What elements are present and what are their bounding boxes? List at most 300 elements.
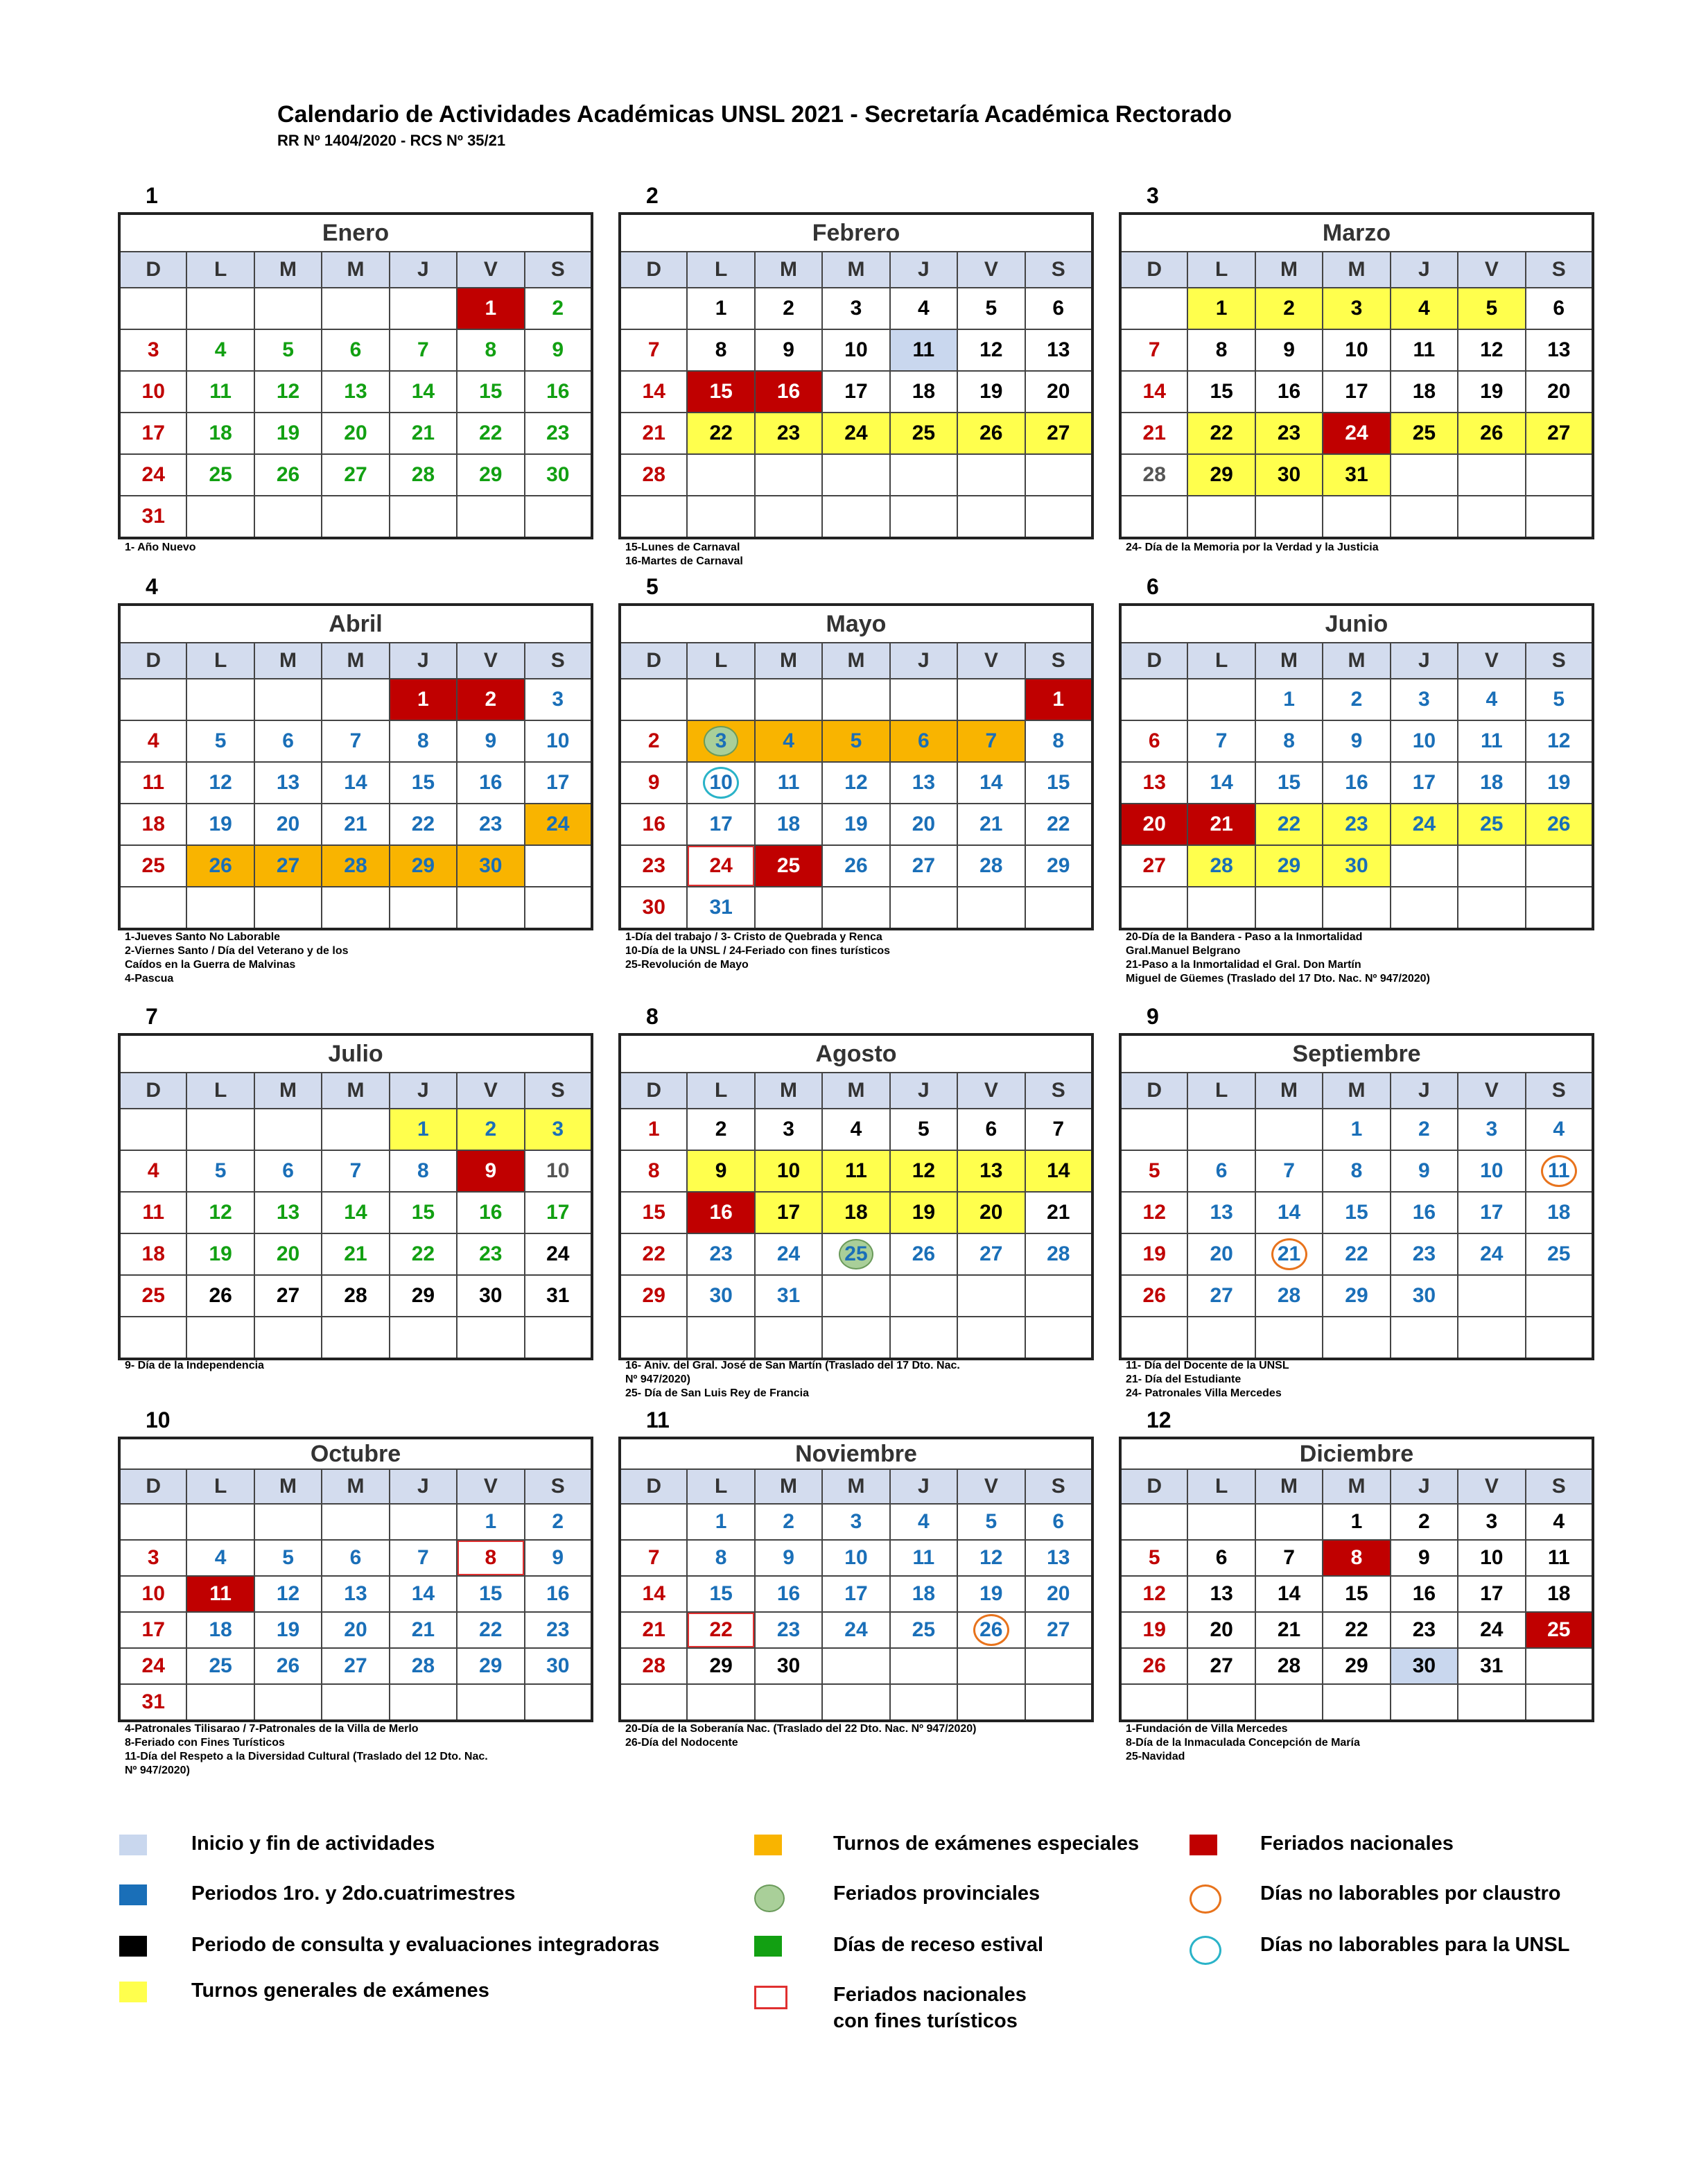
day-cell: [390, 845, 457, 887]
month-number: 2: [646, 183, 659, 208]
day-cell: [390, 804, 457, 845]
day-cell: [186, 1612, 254, 1648]
day-cell: [119, 496, 186, 538]
day-number: 8: [1283, 729, 1295, 752]
day-cell: [822, 845, 889, 887]
weekday-header: J: [390, 1073, 457, 1109]
day-cell: [1255, 1150, 1323, 1192]
day-number: 16: [546, 380, 570, 403]
day-cell: [822, 1192, 889, 1233]
day-cell: [525, 371, 592, 413]
note-line: 21- Día del Estudiante: [1126, 1373, 1242, 1385]
day-number: 4: [214, 338, 227, 361]
day-number: 20: [912, 813, 936, 835]
day-cell: [390, 1612, 457, 1648]
day-number: 11: [1547, 1546, 1570, 1569]
day-cell: [254, 1150, 322, 1192]
day-cell: [1255, 1540, 1323, 1576]
empty-cell: [254, 887, 322, 929]
month-calendar-enero: [118, 212, 593, 539]
day-cell: [457, 371, 524, 413]
weekday-header: L: [186, 1073, 254, 1109]
day-cell: [890, 413, 957, 454]
day-cell: [1458, 1540, 1525, 1576]
day-number: 5: [850, 729, 862, 752]
day-number: 19: [844, 813, 868, 835]
day-number: 9: [1350, 729, 1363, 752]
day-number: 23: [709, 1242, 733, 1265]
empty-cell: [186, 288, 254, 329]
day-cell: [390, 1109, 457, 1150]
empty-cell: [1458, 1275, 1525, 1317]
day-number: 14: [1277, 1582, 1301, 1605]
weekday-header: S: [1025, 252, 1092, 288]
day-cell: [390, 720, 457, 762]
day-number: 26: [979, 422, 1003, 444]
day-number: 1: [1215, 297, 1228, 320]
day-cell: [1458, 1109, 1525, 1150]
day-cell: [620, 1150, 687, 1192]
day-number: 8: [417, 729, 429, 752]
month-name: Agosto: [620, 1034, 1092, 1073]
day-number: 23: [776, 1618, 801, 1641]
day-number: 6: [985, 1118, 998, 1141]
weekday-header: S: [1526, 1073, 1593, 1109]
day-number: 9: [1283, 338, 1295, 361]
day-cell: [1323, 288, 1390, 329]
day-number: 2: [783, 1510, 794, 1533]
day-cell: [620, 1612, 687, 1648]
day-number: 15: [411, 771, 435, 794]
day-number: 11: [209, 1582, 232, 1605]
day-cell: [1458, 1648, 1525, 1684]
day-number: 27: [276, 854, 300, 877]
month-number: 12: [1147, 1407, 1171, 1432]
day-cell: [755, 1540, 822, 1576]
note-line: 21-Paso a la Inmortalidad el Gral. Don Martín: [1126, 959, 1361, 971]
day-cell: [1025, 1540, 1092, 1576]
empty-cell: [620, 496, 687, 538]
empty-cell: [1120, 1684, 1187, 1721]
empty-cell: [1391, 1684, 1458, 1721]
day-cell: [1391, 1275, 1458, 1317]
empty-cell: [186, 887, 254, 929]
day-number: 5: [985, 297, 998, 320]
day-number: 5: [1148, 1159, 1160, 1182]
day-number: 3: [552, 1118, 564, 1141]
empty-cell: [186, 1504, 254, 1540]
empty-cell: [620, 288, 687, 329]
day-number: 10: [546, 729, 570, 752]
day-number: 7: [985, 729, 998, 752]
day-number: 21: [642, 422, 665, 444]
weekday-header: M: [1323, 252, 1390, 288]
day-number: 11: [777, 771, 800, 794]
day-cell: [620, 371, 687, 413]
empty-cell: [687, 679, 754, 720]
day-cell: [1391, 1233, 1458, 1275]
empty-cell: [1526, 1275, 1593, 1317]
day-cell: [957, 720, 1025, 762]
weekday-header: M: [1323, 643, 1390, 679]
day-cell: [687, 1233, 754, 1275]
day-number: 16: [1277, 380, 1301, 403]
weekday-header: S: [1025, 1073, 1092, 1109]
day-cell: [1526, 1612, 1593, 1648]
day-cell: [687, 329, 754, 371]
day-cell: [620, 1576, 687, 1612]
day-number: 26: [844, 854, 868, 877]
day-number: 25: [912, 1618, 936, 1641]
empty-cell: [322, 1317, 389, 1359]
legend-label: Periodos 1ro. y 2do.cuatrimestres: [191, 1882, 516, 1905]
weekday-header: J: [1391, 643, 1458, 679]
day-cell: [1255, 1648, 1323, 1684]
empty-cell: [1458, 496, 1525, 538]
day-number: 28: [344, 1284, 367, 1307]
note-line: 25- Día de San Luis Rey de Francia: [625, 1387, 809, 1399]
day-cell: [687, 1109, 754, 1150]
day-number: 15: [479, 1582, 503, 1605]
weekday-header: L: [1187, 1469, 1255, 1504]
day-cell: [687, 1540, 754, 1576]
day-cell: [1526, 1540, 1593, 1576]
day-number: 7: [417, 1546, 429, 1569]
day-cell: [525, 288, 592, 329]
day-number: 19: [209, 1242, 232, 1265]
day-cell: [755, 1504, 822, 1540]
legend-swatch-orange-circle: [1190, 1884, 1221, 1914]
day-number: 15: [1345, 1582, 1368, 1605]
day-cell: [755, 1109, 822, 1150]
day-number: 3: [704, 726, 738, 756]
day-cell: [457, 720, 524, 762]
day-number: 17: [709, 813, 733, 835]
day-number: 15: [1047, 771, 1070, 794]
day-number: 14: [344, 1201, 367, 1224]
day-cell: [1323, 454, 1390, 496]
day-number: 4: [1418, 297, 1430, 320]
day-cell: [1391, 762, 1458, 804]
day-cell: [687, 1612, 754, 1648]
weekday-header: M: [322, 643, 389, 679]
day-cell: [687, 413, 754, 454]
day-cell: [254, 1612, 322, 1648]
day-number: 10: [1345, 338, 1368, 361]
day-cell: [890, 1612, 957, 1648]
day-number: 7: [1215, 729, 1228, 752]
day-cell: [119, 329, 186, 371]
page-title: Calendario de Actividades Académicas UNSL 2021 - Secretaría Académica Rectorado: [277, 101, 1232, 128]
day-cell: [890, 762, 957, 804]
day-number: 30: [479, 854, 503, 877]
day-number: 4: [1553, 1118, 1565, 1141]
note-line: 1-Fundación de Villa Mercedes: [1126, 1723, 1288, 1735]
day-number: 3: [552, 688, 564, 711]
day-cell: [1025, 288, 1092, 329]
empty-cell: [119, 887, 186, 929]
day-number: 29: [479, 463, 503, 486]
month-calendar-noviembre: [618, 1437, 1094, 1722]
month-notes: [1126, 930, 1594, 986]
day-number: 22: [411, 1242, 435, 1265]
note-line: 25-Navidad: [1126, 1751, 1185, 1762]
day-number: 18: [912, 380, 936, 403]
day-cell: [822, 329, 889, 371]
weekday-header: L: [687, 252, 754, 288]
day-cell: [890, 1150, 957, 1192]
legend-label: Días no laborables por claustro: [1260, 1882, 1561, 1905]
day-number: 3: [783, 1118, 794, 1141]
day-number: 22: [1210, 422, 1233, 444]
day-number: 18: [1547, 1201, 1571, 1224]
day-number: 26: [1547, 813, 1571, 835]
day-number: 1: [1350, 1118, 1363, 1141]
day-number: 30: [776, 1654, 801, 1677]
day-cell: [390, 1192, 457, 1233]
day-cell: [755, 845, 822, 887]
day-number: 30: [1412, 1654, 1436, 1677]
day-cell: [620, 1233, 687, 1275]
day-number: 23: [1345, 813, 1368, 835]
weekday-header: M: [755, 1073, 822, 1109]
empty-cell: [890, 1275, 957, 1317]
day-cell: [390, 1233, 457, 1275]
month-name: Julio: [119, 1034, 592, 1073]
day-cell: [1255, 454, 1323, 496]
day-cell: [890, 1504, 957, 1540]
month-notes: [1126, 1722, 1594, 1764]
day-cell: [1323, 804, 1390, 845]
day-cell: [1458, 1150, 1525, 1192]
day-cell: [525, 1540, 592, 1576]
day-number: 5: [1148, 1546, 1160, 1569]
empty-cell: [525, 496, 592, 538]
day-cell: [322, 454, 389, 496]
day-cell: [890, 288, 957, 329]
day-cell: [687, 288, 754, 329]
empty-cell: [1120, 679, 1187, 720]
day-cell: [755, 329, 822, 371]
day-cell: [957, 288, 1025, 329]
empty-cell: [322, 288, 389, 329]
weekday-header: M: [822, 643, 889, 679]
day-cell: [1458, 804, 1525, 845]
day-cell: [1323, 720, 1390, 762]
day-cell: [322, 845, 389, 887]
weekday-header: L: [1187, 643, 1255, 679]
day-number: 14: [1047, 1159, 1070, 1182]
day-number: 16: [642, 813, 665, 835]
empty-cell: [254, 1317, 322, 1359]
month-name: Enero: [119, 214, 592, 252]
month-number: 4: [146, 574, 158, 599]
weekday-header: D: [119, 1469, 186, 1504]
day-number: 29: [1345, 1284, 1368, 1307]
day-number: 5: [282, 338, 294, 361]
day-cell: [1120, 804, 1187, 845]
day-number: 5: [282, 1546, 294, 1569]
empty-cell: [1323, 1317, 1390, 1359]
day-number: 31: [776, 1284, 801, 1307]
empty-cell: [1391, 887, 1458, 929]
day-number: 21: [1142, 422, 1166, 444]
day-cell: [1526, 371, 1593, 413]
day-cell: [457, 1109, 524, 1150]
weekday-header: D: [1120, 1469, 1187, 1504]
day-cell: [822, 413, 889, 454]
day-cell: [620, 1648, 687, 1684]
day-cell: [1391, 1192, 1458, 1233]
day-cell: [1187, 1540, 1255, 1576]
empty-cell: [1458, 1684, 1525, 1721]
day-cell: [1025, 762, 1092, 804]
day-number: 17: [1345, 380, 1368, 403]
note-line: 4-Patronales Tilisarao / 7-Patronales de la Villa de Merlo: [125, 1723, 419, 1735]
empty-cell: [1120, 1317, 1187, 1359]
empty-cell: [890, 1317, 957, 1359]
legend-swatch-blue: [119, 1884, 147, 1905]
day-cell: [687, 762, 754, 804]
day-number: 25: [912, 422, 936, 444]
day-cell: [755, 1576, 822, 1612]
day-cell: [254, 371, 322, 413]
month-calendar-mayo: [618, 603, 1094, 930]
empty-cell: [525, 845, 592, 887]
day-number: 5: [214, 1159, 227, 1182]
month-notes: [125, 1359, 593, 1373]
weekday-header: L: [186, 1469, 254, 1504]
day-cell: [390, 1275, 457, 1317]
day-number: 9: [783, 1546, 794, 1569]
day-number: 18: [776, 813, 801, 835]
empty-cell: [525, 887, 592, 929]
day-number: 28: [979, 854, 1003, 877]
month-name: Marzo: [1120, 214, 1593, 252]
day-cell: [119, 845, 186, 887]
day-cell: [457, 1648, 524, 1684]
day-cell: [1391, 329, 1458, 371]
day-number: 6: [1052, 1510, 1065, 1533]
day-cell: [822, 1576, 889, 1612]
day-cell: [890, 720, 957, 762]
day-number: 25: [1412, 422, 1436, 444]
weekday-header: M: [322, 252, 389, 288]
day-cell: [119, 1612, 186, 1648]
day-cell: [1526, 1576, 1593, 1612]
day-cell: [822, 1150, 889, 1192]
empty-cell: [322, 1109, 389, 1150]
day-number: 2: [1350, 688, 1363, 711]
legend-swatch-red-box: [754, 1986, 787, 2009]
day-number: 30: [642, 896, 665, 919]
day-cell: [186, 454, 254, 496]
empty-cell: [390, 887, 457, 929]
day-number: 12: [844, 771, 868, 794]
empty-cell: [890, 1684, 957, 1721]
day-number: 25: [209, 463, 232, 486]
empty-cell: [457, 496, 524, 538]
empty-cell: [687, 1317, 754, 1359]
weekday-header: V: [457, 643, 524, 679]
month-notes: [125, 1722, 593, 1778]
day-number: 23: [546, 1618, 570, 1641]
weekday-header: S: [525, 1469, 592, 1504]
day-cell: [822, 1504, 889, 1540]
day-cell: [1120, 1648, 1187, 1684]
weekday-header: J: [890, 1073, 957, 1109]
empty-cell: [1526, 887, 1593, 929]
day-cell: [1255, 1192, 1323, 1233]
day-number: 8: [485, 1546, 497, 1569]
day-cell: [390, 1150, 457, 1192]
day-number: 4: [147, 1159, 159, 1182]
day-cell: [322, 413, 389, 454]
legend-swatch-orange: [754, 1835, 782, 1855]
day-number: 29: [411, 854, 435, 877]
day-number: 7: [417, 338, 429, 361]
day-cell: [322, 1612, 389, 1648]
day-number: 23: [479, 813, 503, 835]
day-cell: [822, 804, 889, 845]
day-cell: [457, 1612, 524, 1648]
day-cell: [457, 1504, 524, 1540]
day-number: 31: [1345, 463, 1368, 486]
day-cell: [457, 1540, 524, 1576]
day-cell: [186, 804, 254, 845]
weekday-header: M: [322, 1073, 389, 1109]
day-number: 11: [142, 771, 165, 794]
day-cell: [119, 1576, 186, 1612]
day-number: 27: [1142, 854, 1166, 877]
weekday-header: V: [1458, 1073, 1525, 1109]
day-cell: [1323, 845, 1390, 887]
day-cell: [1025, 845, 1092, 887]
weekday-header: D: [119, 252, 186, 288]
day-number: 15: [709, 380, 733, 403]
note-line: Nº 947/2020): [625, 1373, 690, 1385]
day-cell: [1255, 845, 1323, 887]
weekday-header: D: [119, 643, 186, 679]
day-number: 18: [141, 813, 165, 835]
month-calendar-abril: [118, 603, 593, 930]
day-cell: [1458, 720, 1525, 762]
day-cell: [186, 762, 254, 804]
day-number: 4: [214, 1546, 227, 1569]
day-number: 24: [844, 1618, 868, 1641]
weekday-header: M: [322, 1469, 389, 1504]
day-cell: [1025, 679, 1092, 720]
day-cell: [457, 413, 524, 454]
day-number: 27: [344, 463, 367, 486]
day-number: 31: [141, 1690, 165, 1713]
day-cell: [1323, 1150, 1390, 1192]
legend-swatch-lightblue: [119, 1835, 147, 1855]
day-cell: [1526, 804, 1593, 845]
day-number: 7: [349, 729, 362, 752]
day-cell: [1391, 1504, 1458, 1540]
weekday-header: J: [1391, 1469, 1458, 1504]
empty-cell: [119, 1317, 186, 1359]
day-number: 10: [141, 1582, 165, 1605]
empty-cell: [186, 1317, 254, 1359]
weekday-header: S: [1526, 252, 1593, 288]
day-cell: [1187, 1576, 1255, 1612]
day-cell: [1458, 679, 1525, 720]
day-cell: [186, 1576, 254, 1612]
day-number: 1: [417, 1118, 429, 1141]
day-cell: [1187, 454, 1255, 496]
